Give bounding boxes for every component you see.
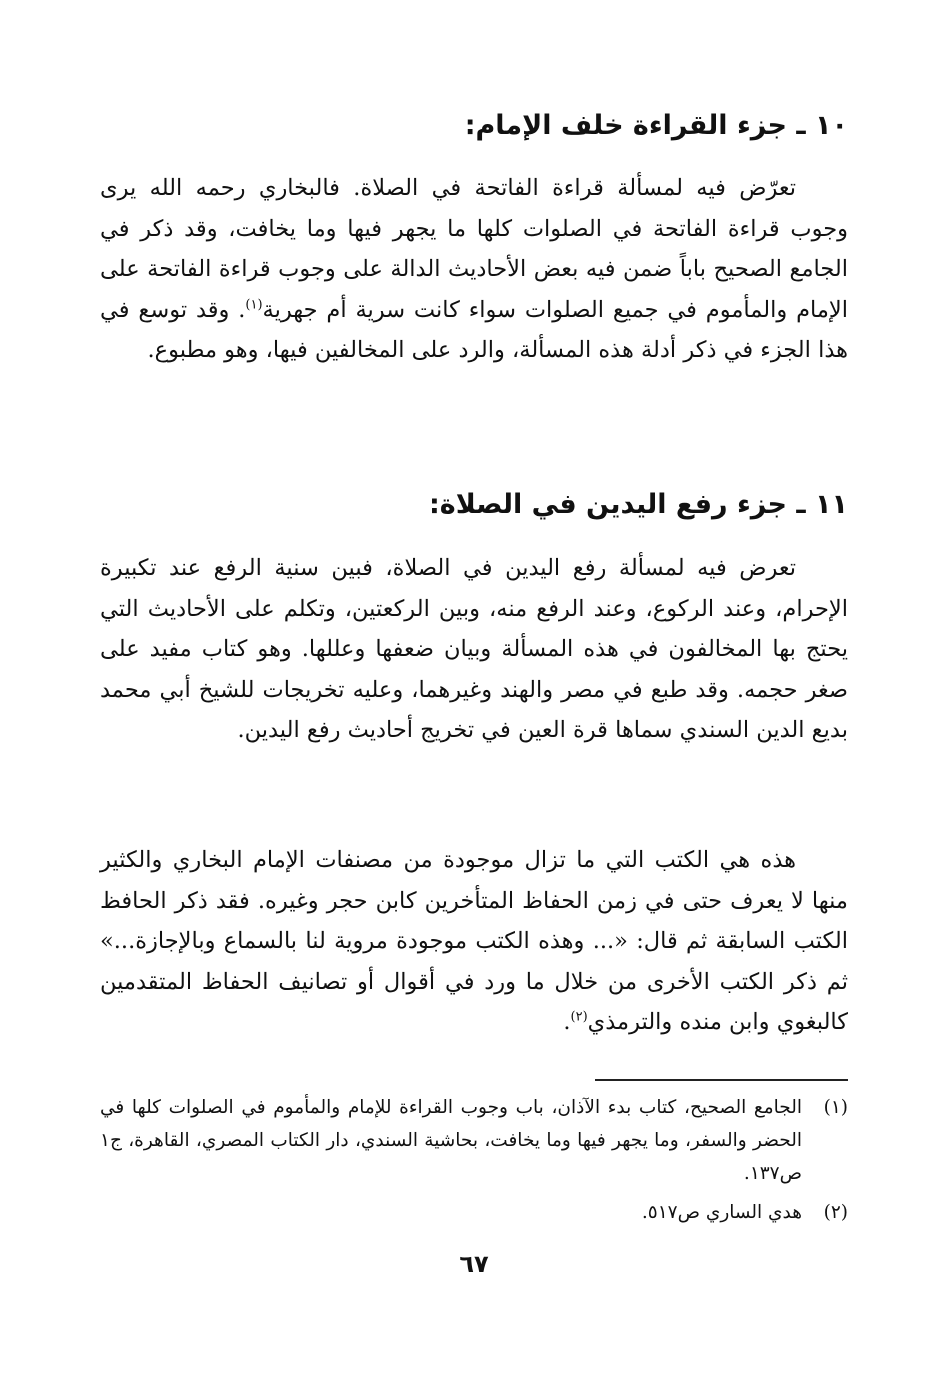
footnotes xyxy=(100,1091,848,1235)
footnote xyxy=(100,1091,848,1190)
footnote-marker: (١) xyxy=(245,297,263,312)
footnote-number: (١) xyxy=(823,1097,848,1118)
paragraph-text: . xyxy=(563,1009,571,1035)
page-number: ٦٧ xyxy=(459,1250,489,1278)
footnote-text: هدي الساري ص٥١٧. xyxy=(641,1202,802,1223)
footnote xyxy=(100,1196,848,1229)
paragraph-text: هذه هي الكتب التي ما تزال موجودة من مصنفات الإمام البخاري والكثير منها لا يعرف حتى في زمن الحفاظ المتأخرين كابن حجر وغيره. فقد ذكر الحافظ الكتب السابقة ثم قال: «... وهذه الكتب موجودة مروية لنا بالسماع وبالإجازة...» ثم ذكر الكتب الأخرى من خلال ما ورد في أقوال أو تصانيف الحفاظ المتقدمين كالبغوي وابن منده والترمذي xyxy=(100,847,848,1035)
section-heading-raising-hands: ١١ ـ جزء رفع اليدين في الصلاة: xyxy=(429,489,848,520)
section-paragraph-raising-hands: تعرض فيه لمسألة رفع اليدين في الصلاة، فبين سنية الرفع عند تكبيرة الإحرام، وعند الركوع، وعند الرفع منه، وبين الركعتين، وتكلم على الأحاديث التي يحتج بها المخالفون في هذه المسألة وبيان ضعفها وعللها. وهو كتاب مفيد على صغر حجمه. وقد طبع في مصر والهند وغيرهما، وعليه تخريجات للشيخ أبي محمد بديع الدين السندي سماها قرة العين في تخريج أحاديث رفع اليدين. xyxy=(100,555,848,743)
footnote-number: (٢) xyxy=(823,1202,848,1223)
footnote-marker: (٢) xyxy=(570,1009,588,1025)
footnote-divider xyxy=(595,1079,848,1081)
paragraph-text: تعرّض فيه لمسألة قراءة الفاتحة في الصلاة. فالبخاري رحمه الله يرى وجوب قراءة الفاتحة في الصلوات كلها ما يجهر فيها وما يخافت، وقد ذكر في الجامع الصحيح باباً ضمن فيه بعض الأحاديث الدالة على وجوب قراءة الفاتحة على الإمام والمأموم في جميع الصلوات سواء كانت سرية أم جهرية xyxy=(100,175,849,323)
footnote-text: الجامع الصحيح، كتاب بدء الآذان، باب وجوب القراءة للإمام والمأموم في الصلوات كلها في الحضر والسفر، وما يجهر فيها وما يخافت، بحاشية السندي، دار الكتاب المصري، القاهرة، ج١ ص١٣٧. xyxy=(100,1097,802,1184)
closing-paragraph xyxy=(100,840,848,1043)
paragraph-text: . وقد توسع في هذا الجزء في ذكر أدلة هذه المسألة، والرد على المخالفين فيها، وهو مطبوع. xyxy=(100,296,848,363)
section-heading-reading-behind-imam: ١٠ ـ جزء القراءة خلف الإمام: xyxy=(464,110,848,141)
section-paragraph-reading-behind-imam xyxy=(100,168,848,371)
